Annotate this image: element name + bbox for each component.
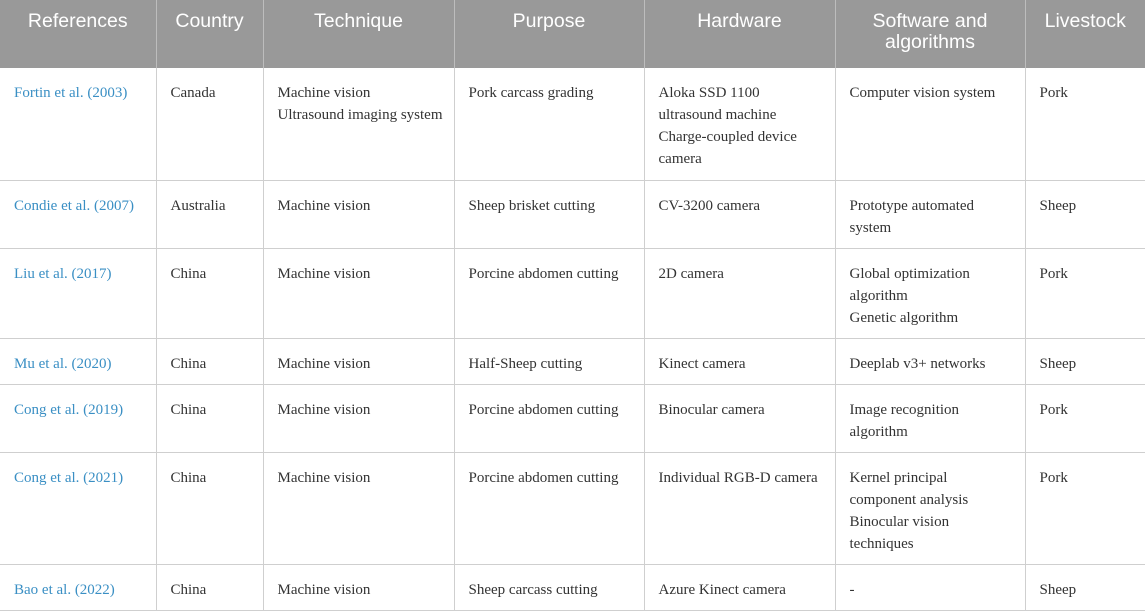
livestock-cell: Sheep <box>1025 338 1145 384</box>
table-body <box>0 68 1145 610</box>
hardware-cell-line: 2D camera <box>658 265 724 282</box>
purpose-cell: Sheep carcass cutting <box>454 564 644 610</box>
technique-cell-line: Machine vision <box>277 401 371 418</box>
country-cell: Canada <box>156 68 263 180</box>
header-technique: Technique <box>263 0 454 68</box>
hardware-cell <box>644 564 835 610</box>
country-cell: China <box>156 452 263 564</box>
purpose-cell: Half-Sheep cutting <box>454 338 644 384</box>
reference-link[interactable]: Cong et al. (2021) <box>0 452 156 564</box>
software-cell <box>835 248 1025 338</box>
table-row <box>0 248 1145 338</box>
hardware-cell <box>644 452 835 564</box>
software-cell <box>835 68 1025 180</box>
table-row <box>0 452 1145 564</box>
hardware-cell-line: Charge-coupled device camera <box>658 129 797 167</box>
technique-cell-line: Machine vision <box>277 355 371 372</box>
technique-cell-line: Machine vision <box>277 469 371 486</box>
technique-cell <box>263 180 454 248</box>
software-cell-line: Binocular vision techniques <box>849 513 950 552</box>
livestock-cell: Pork <box>1025 68 1145 180</box>
software-cell-line: Global optimization algorithm <box>849 265 970 304</box>
software-cell-line: - <box>849 581 855 598</box>
software-cell-line: Kernel principal component analysis <box>849 469 969 508</box>
livestock-cell: Pork <box>1025 384 1145 452</box>
purpose-cell: Pork carcass grading <box>454 68 644 180</box>
table-row <box>0 180 1145 248</box>
purpose-cell: Porcine abdomen cutting <box>454 452 644 564</box>
livestock-cell: Sheep <box>1025 564 1145 610</box>
purpose-cell: Porcine abdomen cutting <box>454 248 644 338</box>
header-row <box>0 0 1145 68</box>
header-livestock: Livestock <box>1025 0 1145 68</box>
software-cell <box>835 564 1025 610</box>
hardware-cell-line: Individual RGB-D camera <box>658 469 818 486</box>
country-cell: China <box>156 564 263 610</box>
reference-link[interactable]: Bao et al. (2022) <box>0 564 156 610</box>
hardware-cell-line: Azure Kinect camera <box>658 581 786 598</box>
technique-cell-line: Machine vision <box>277 581 371 598</box>
reference-link[interactable]: Liu et al. (2017) <box>0 248 156 338</box>
livestock-cell: Pork <box>1025 248 1145 338</box>
hardware-cell <box>644 384 835 452</box>
reference-link[interactable]: Condie et al. (2007) <box>0 180 156 248</box>
hardware-cell <box>644 68 835 180</box>
reference-link[interactable]: Cong et al. (2019) <box>0 384 156 452</box>
purpose-cell: Sheep brisket cutting <box>454 180 644 248</box>
hardware-cell <box>644 248 835 338</box>
technique-cell <box>263 564 454 610</box>
software-cell-line: Prototype automated system <box>849 197 975 236</box>
software-cell <box>835 384 1025 452</box>
purpose-cell: Porcine abdomen cutting <box>454 384 644 452</box>
technique-cell <box>263 68 454 180</box>
reference-link[interactable]: Mu et al. (2020) <box>0 338 156 384</box>
hardware-cell-line: Aloka SSD 1100 ultrasound machine <box>658 85 777 123</box>
header-references: References <box>0 0 156 68</box>
header-country: Country <box>156 0 263 68</box>
technique-cell <box>263 248 454 338</box>
software-cell-line: Deeplab v3+ networks <box>849 355 986 372</box>
technique-cell-line: Machine vision <box>277 197 371 214</box>
country-cell: China <box>156 338 263 384</box>
livestock-cell: Pork <box>1025 452 1145 564</box>
technique-cell-line: Ultrasound imaging system <box>277 107 443 123</box>
header-hardware: Hardware <box>644 0 835 68</box>
technique-cell <box>263 384 454 452</box>
technique-cell <box>263 452 454 564</box>
software-cell <box>835 452 1025 564</box>
software-cell-line: Genetic algorithm <box>849 309 959 326</box>
table-header <box>0 0 1145 68</box>
technique-cell-line: Machine vision <box>277 265 371 282</box>
country-cell: China <box>156 248 263 338</box>
table-row <box>0 338 1145 384</box>
software-cell-line: Computer vision system <box>849 85 996 101</box>
hardware-cell <box>644 180 835 248</box>
hardware-cell <box>644 338 835 384</box>
software-cell <box>835 180 1025 248</box>
header-software: Software and algorithms <box>835 0 1025 68</box>
country-cell: China <box>156 384 263 452</box>
hardware-cell-line: CV-3200 camera <box>658 197 760 214</box>
technique-cell <box>263 338 454 384</box>
software-cell <box>835 338 1025 384</box>
hardware-cell-line: Binocular camera <box>658 401 765 418</box>
technique-cell-line: Machine vision <box>277 85 371 101</box>
table-row <box>0 68 1145 180</box>
hardware-cell-line: Kinect camera <box>658 355 746 372</box>
table-row <box>0 384 1145 452</box>
reference-link[interactable]: Fortin et al. (2003) <box>0 68 156 180</box>
table-row <box>0 564 1145 610</box>
country-cell: Australia <box>156 180 263 248</box>
header-purpose: Purpose <box>454 0 644 68</box>
livestock-cell: Sheep <box>1025 180 1145 248</box>
software-cell-line: Image recognition algorithm <box>849 401 960 440</box>
